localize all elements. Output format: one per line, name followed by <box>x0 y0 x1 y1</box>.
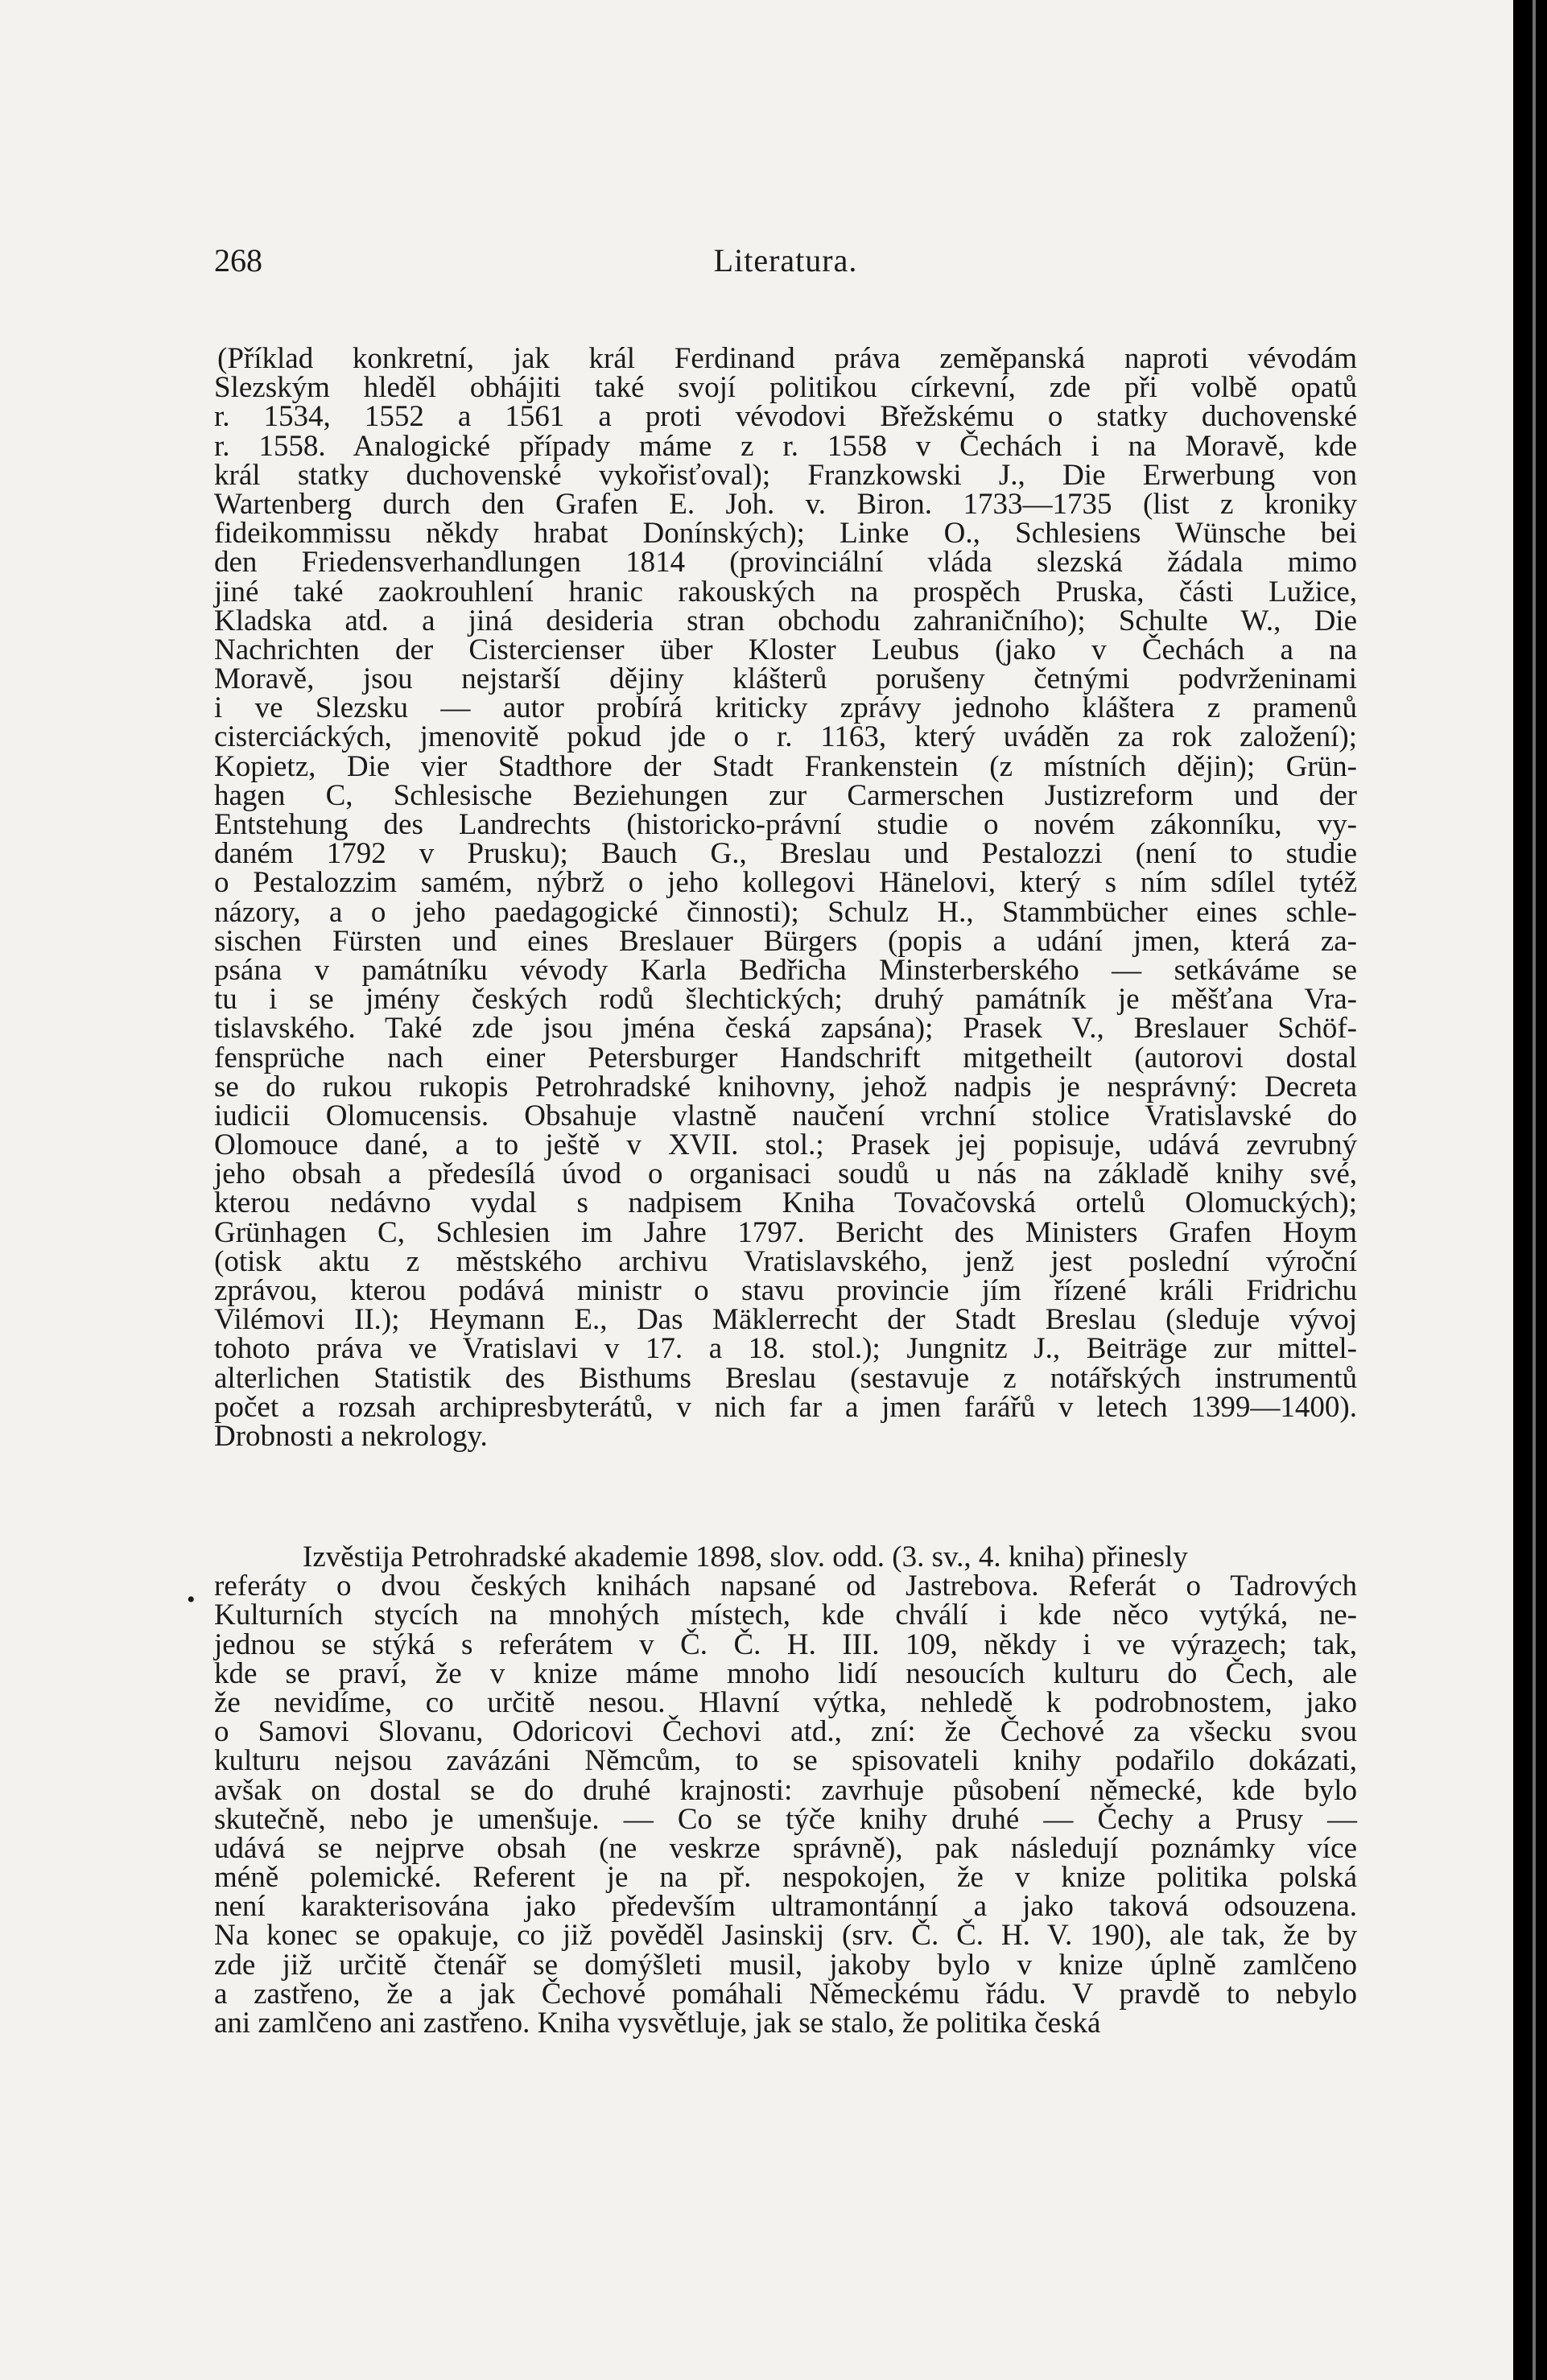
text-line: není karakterisována jako především ultramontánní a jako taková odsouzena. <box>214 1890 1357 1924</box>
text-line: Izvěstija Petrohradské akademie 1898, slov. odd. (3. sv., 4. kniha) přinesly <box>303 1541 1188 1574</box>
text-line: ani zamlčeno ani zastřeno. Kniha vysvětluje, jak se stalo, že politika česká <box>214 2007 1101 2040</box>
text-line: a zastřeno, že a jak Čechové pomáhali Německému řádu. V pravdě to nebylo <box>214 1977 1357 2011</box>
text-line: sischen Fürsten und eines Breslauer Bürgers (popis a udání jmen, která za- <box>214 924 1357 958</box>
page-number: 268 <box>214 242 262 278</box>
text-line: Kulturních stycích na mnohých místech, kde chválí i kde něco vytýká, ne- <box>214 1598 1357 1632</box>
text-line: (Příklad konkretní, jak král Ferdinand práva zeměpanská naproti vévodám <box>217 342 1357 375</box>
text-line: Kladska atd. a jiná desideria stran obchodu zahraničního); Schulte W., Die <box>214 604 1357 637</box>
text-line: iudicii Olomucensis. Obsahuje vlastně naučení vrchní stolice Vratislavské do <box>214 1099 1357 1132</box>
text-line: den Friedensverhandlungen 1814 (provinciální vláda slezská žádala mimo <box>214 546 1357 580</box>
text-line: kterou nedávno vydal s nadpisem Kniha Tovačovská ortelů Olomuckých); <box>214 1186 1357 1220</box>
text-line: král statky duchovenské vykořisťoval); Franzkowski J., Die Erwerbung von <box>214 458 1357 492</box>
text-line: že nevidíme, co určitě nesou. Hlavní výtka, nehledě k podrobnostem, jako <box>214 1685 1357 1719</box>
text-line: o Samovi Slovanu, Odoricovi Čechovi atd., zní: že Čechové za všecku svou <box>214 1715 1357 1749</box>
text-line: fensprüche nach einer Petersburger Handschrift mitgetheilt (autorovi dostal <box>214 1041 1357 1075</box>
text-line: alterlichen Statistik des Bisthums Breslau (sestavuje z notářských instrumentů <box>214 1361 1357 1395</box>
text-line: Nachrichten der Cistercienser über Kloster Leubus (jako v Čechách a na <box>214 633 1357 666</box>
literature-paragraph <box>214 344 1357 1451</box>
text-line: i ve Slezsku — autor probírá kriticky zprávy jednoho kláštera z pramenů <box>214 691 1357 725</box>
text-line: r. 1534, 1552 a 1561 a proti vévodovi Břežskému o statky duchovenské <box>214 400 1357 434</box>
text-line: jeho obsah a předesílá úvod o organisaci soudů u nás na základě knihy své, <box>214 1157 1357 1191</box>
text-line: udává se nejprve obsah (ne veskrze správně), pak následují poznámky více <box>214 1831 1357 1865</box>
text-line: méně polemické. Referent je na př. nespokojen, že v knize politika polská <box>214 1861 1357 1895</box>
text-line: cisterciáckých, jmenovitě pokud jde o r. 1163, který uváděn za rok založení); <box>214 720 1357 754</box>
text-line: tohoto práva ve Vratislavi v 17. a 18. stol.); Jungnitz J., Beiträge zur mittel- <box>214 1332 1357 1366</box>
text-line: (otisk aktu z městského archivu Vratislavského, jenž jest poslední výroční <box>214 1244 1357 1278</box>
text-line: Vilémovi II.); Heymann E., Das Mäklerrecht der Stadt Breslau (sleduje vývoj <box>214 1303 1357 1337</box>
text-line: skutečně, nebo je umenšuje. — Co se týče knihy druhé — Čechy a Prusy — <box>214 1802 1357 1836</box>
scan-edge-line <box>1533 0 1536 2380</box>
text-line: hagen C, Schlesische Beziehungen zur Carmerschen Justizreform und der <box>214 778 1357 812</box>
text-line: Grünhagen C, Schlesien im Jahre 1797. Bericht des Ministers Grafen Hoym <box>214 1215 1357 1249</box>
text-line: Drobnosti a nekrology. <box>214 1419 488 1453</box>
izvestija-paragraph <box>214 1543 1357 2038</box>
text-line: jiné také zaokrouhlení hranic rakouských na prospěch Pruska, části Lužice, <box>214 575 1357 608</box>
text-line: r. 1558. Analogické případy máme z r. 1558 v Čechách i na Moravě, kde <box>214 429 1357 463</box>
scan-edge <box>1513 0 1547 2380</box>
text-line: názory, a o jeho paedagogické činnosti); Schulz H., Stammbücher eines schle- <box>214 895 1357 929</box>
text-line: Entstehung des Landrechts (historicko-právní studie o novém zákonníku, vy- <box>214 808 1357 841</box>
text-line: daném 1792 v Prusku); Bauch G., Breslau und Pestalozzi (není to studie <box>214 837 1357 871</box>
text-line: tislavského. Také zde jsou jména česká zapsána); Prasek V., Breslauer Schöf- <box>214 1012 1357 1046</box>
text-line: Kopietz, Die vier Stadthore der Stadt Frankenstein (z místních dějin); Grün- <box>214 749 1357 783</box>
text-line: o Pestalozzim samém, nýbrž o jeho kollegovi Hänelovi, který s ním sdílel tytéž <box>214 866 1357 900</box>
text-line: avšak on dostal se do druhé krajnosti: zavrhuje působení německé, kde bylo <box>214 1773 1357 1807</box>
page-header <box>214 241 1357 290</box>
text-line: jednou se stýká s referátem v Č. Č. H. III. 109, někdy i ve výrazech; tak, <box>214 1627 1357 1661</box>
text-line: kde se praví, že v knize máme mnoho lidí nesoucích kulturu do Čech, ale <box>214 1656 1357 1690</box>
text-line: Slezským hleděl obhájiti také svojí politikou církevní, zde při volbě opatů <box>214 371 1357 405</box>
text-line: kulturu nejsou zavázáni Němcům, to se spisovateli knihy podařilo dokázati, <box>214 1744 1357 1778</box>
text-line: Na konec se opakuje, co již pověděl Jasinskij (srv. Č. Č. H. V. 190), ale tak, že by <box>214 1919 1357 1953</box>
text-line: počet a rozsah archipresbyterátů, v nich far a jmen farářů v letech 1399—1400). <box>214 1390 1357 1424</box>
text-line: fideikommissu někdy hrabat Donínských); Linke O., Schlesiens Wünsche bei <box>214 517 1357 551</box>
text-line: psána v památníku vévody Karla Bedřicha Minsterberského — setkáváme se <box>214 953 1357 987</box>
margin-bullet: • <box>187 1586 196 1613</box>
text-line: zprávou, kterou podává ministr o stavu provincie jím řízené králi Fridrichu <box>214 1274 1357 1307</box>
text-line: Olomouce dané, a to ještě v XVII. stol.; Prasek jej popisuje, udává zevrubný <box>214 1128 1357 1162</box>
text-line: Moravě, jsou nejstarší dějiny klášterů porušeny četnými podvrženinami <box>214 662 1357 696</box>
running-title: Literatura. <box>713 242 858 278</box>
text-line: Wartenberg durch den Grafen E. Joh. v. Biron. 1733—1735 (list z kroniky <box>214 487 1357 521</box>
text-line: referáty o dvou českých knihách napsané od Jastrebova. Referát o Tadrových <box>214 1569 1357 1603</box>
text-line: tu i se jmény českých rodů šlechtických; druhý památník je měšťana Vra- <box>214 983 1357 1017</box>
text-line: se do rukou rukopis Petrohradské knihovny, jehož nadpis je nesprávný: Decreta <box>214 1070 1357 1103</box>
text-line: zde již určitě čtenář se domýšleti musil, jakoby bylo v knize úplně zamlčeno <box>214 1948 1357 1982</box>
